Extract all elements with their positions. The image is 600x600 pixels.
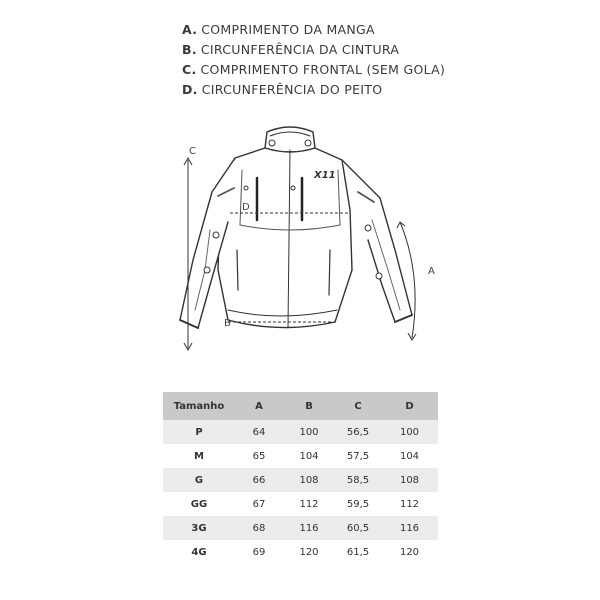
label-c: C <box>189 146 196 157</box>
size-cell: 4G <box>191 546 207 558</box>
measurement-legend <box>182 22 445 102</box>
label-d: D <box>242 202 250 213</box>
table-cell: 108 <box>299 474 319 486</box>
column-header-d: D <box>381 392 438 420</box>
table-row <box>163 540 438 564</box>
size-table-header-row <box>163 392 438 420</box>
table-row <box>163 492 438 516</box>
table-cell: 120 <box>299 546 319 558</box>
table-cell: 60,5 <box>346 522 370 534</box>
table-row <box>163 516 438 540</box>
label-a: A <box>428 266 435 277</box>
table-cell: 59,5 <box>346 498 370 510</box>
column-header-b: B <box>283 392 335 420</box>
table-cell: 61,5 <box>346 546 370 558</box>
jacket-measurement-diagram <box>150 110 450 370</box>
size-table <box>163 392 438 564</box>
table-cell: 116 <box>299 522 319 534</box>
table-cell: 65 <box>252 450 266 462</box>
label-b: B <box>224 318 231 329</box>
table-cell: 112 <box>399 498 420 510</box>
table-cell: 120 <box>399 546 420 558</box>
table-cell: 108 <box>399 474 420 486</box>
table-cell: 104 <box>399 450 420 462</box>
table-cell: 100 <box>399 426 420 438</box>
table-cell: 66 <box>252 474 266 486</box>
legend-item-a: A. COMPRIMENTO DA MANGA <box>182 22 375 37</box>
table-cell: 67 <box>252 498 266 510</box>
size-cell: M <box>194 450 204 462</box>
brand-logo: X11 <box>314 170 336 181</box>
size-cell: 3G <box>191 522 207 534</box>
table-cell: 104 <box>299 450 319 462</box>
column-header-size: Tamanho <box>163 392 235 420</box>
column-header-c: C <box>335 392 381 420</box>
column-header-a: A <box>235 392 283 420</box>
table-cell: 69 <box>252 546 266 558</box>
legend-item-c: C. COMPRIMENTO FRONTAL (SEM GOLA) <box>182 62 446 77</box>
jacket-outline <box>180 127 412 328</box>
size-cell: G <box>194 474 204 486</box>
table-cell: 57,5 <box>346 450 370 462</box>
table-cell: 58,5 <box>346 474 370 486</box>
legend-item-b: B. CIRCUNFERÊNCIA DA CINTURA <box>182 42 400 57</box>
size-cell: GG <box>190 498 208 510</box>
table-cell: 64 <box>252 426 266 438</box>
table-cell: 68 <box>252 522 266 534</box>
legend-item-d: D. CIRCUNFERÊNCIA DO PEITO <box>182 82 383 97</box>
table-cell: 56,5 <box>346 426 370 438</box>
size-cell: P <box>195 426 203 438</box>
table-cell: 116 <box>399 522 420 534</box>
table-row <box>163 420 438 444</box>
table-cell: 100 <box>299 426 319 438</box>
table-cell: 112 <box>299 498 319 510</box>
table-row <box>163 468 438 492</box>
table-row <box>163 444 438 468</box>
